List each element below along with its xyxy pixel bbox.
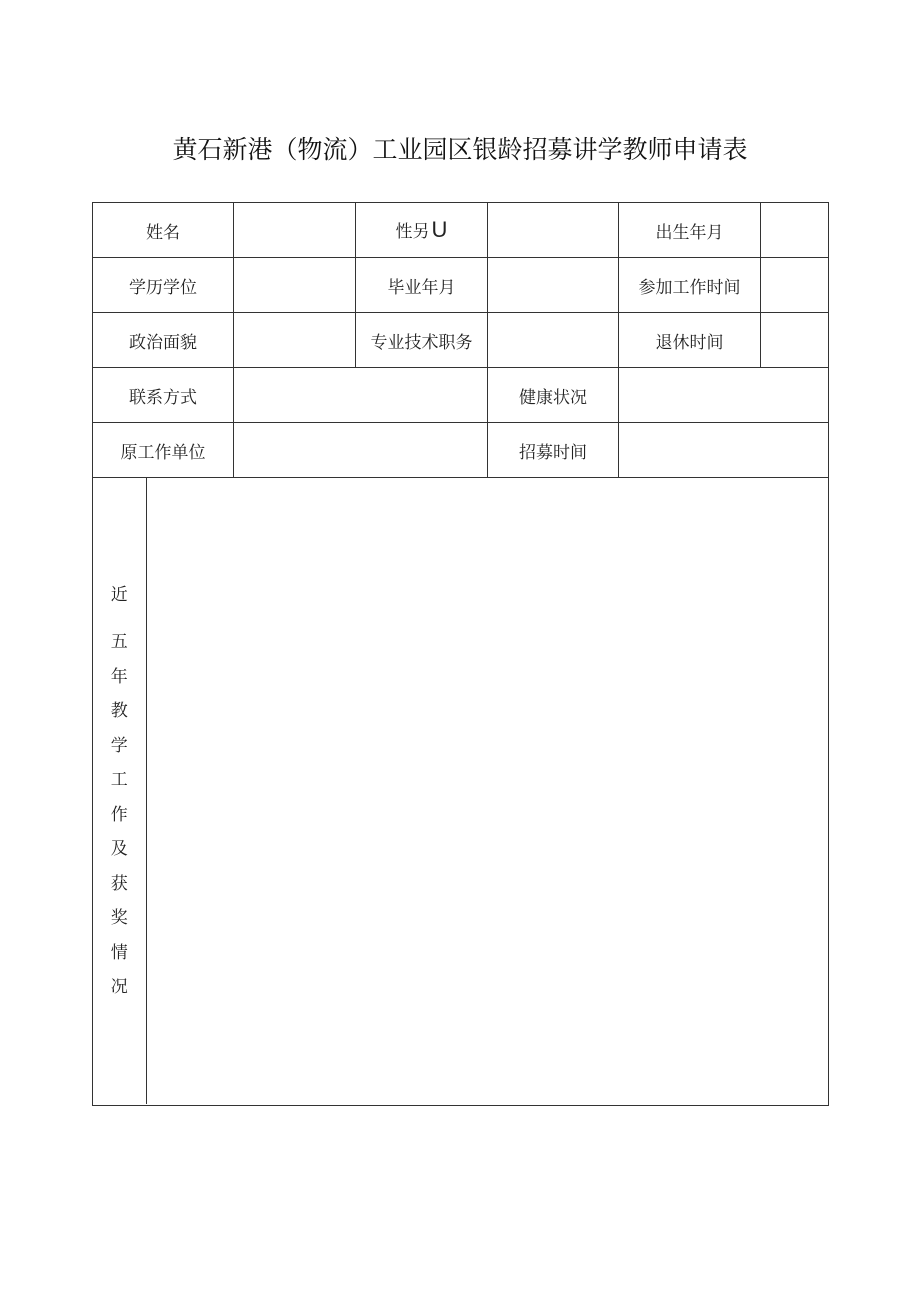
- work-start-field[interactable]: [761, 258, 829, 313]
- teaching-awards-label-char: 学: [110, 735, 128, 756]
- recruit-time-label: 招募时间: [488, 423, 619, 478]
- teaching-awards-label-char: 情: [110, 942, 128, 963]
- title-rank-label: 专业技术职务: [356, 313, 488, 368]
- form-row-political: [93, 313, 829, 368]
- teaching-awards-label-char: 及: [110, 839, 128, 859]
- page-title: 黄石新港（物流）工业园区银龄招募讲学教师申请表: [172, 135, 748, 164]
- title-rank-field[interactable]: [488, 313, 619, 368]
- former-unit-field[interactable]: [234, 423, 488, 478]
- birth-field[interactable]: [761, 203, 829, 258]
- former-unit-label: 原工作单位: [93, 423, 234, 478]
- teaching-awards-label-char: 工: [110, 770, 128, 790]
- teaching-awards-label-char: 年: [110, 666, 128, 687]
- form-row-contact: [93, 368, 829, 423]
- health-field[interactable]: [619, 368, 829, 423]
- teaching-awards-label: [93, 478, 146, 1104]
- form-row-basic-info: [93, 203, 829, 258]
- recruit-time-field[interactable]: [619, 423, 829, 478]
- form-row-unit: [93, 423, 829, 478]
- teaching-awards-label-char: 近: [110, 584, 128, 605]
- gender-label-mark: U: [431, 217, 448, 242]
- teaching-awards-label-char: 获: [110, 873, 128, 894]
- form-row-education: [93, 258, 829, 313]
- teaching-awards-label-char: 况: [110, 977, 128, 997]
- teaching-awards-label-char: 五: [110, 632, 128, 652]
- gender-label: 性另U: [356, 203, 488, 258]
- retire-field[interactable]: [761, 313, 829, 368]
- name-label: 姓名: [93, 203, 234, 258]
- teaching-awards-field[interactable]: [146, 478, 828, 1104]
- health-label: 健康状况: [488, 368, 619, 423]
- teaching-awards-label-chars: [93, 578, 146, 1005]
- teaching-awards-label-char: 教: [110, 701, 128, 721]
- form-row-teaching-awards: [93, 478, 829, 1106]
- graduation-label: 毕业年月: [356, 258, 488, 313]
- work-start-label: 参加工作时间: [619, 258, 761, 313]
- graduation-field[interactable]: [488, 258, 619, 313]
- name-field[interactable]: [234, 203, 356, 258]
- contact-field[interactable]: [234, 368, 488, 423]
- teaching-awards-label-char: 作: [110, 804, 128, 825]
- teaching-awards-label-char: 奖: [110, 908, 128, 928]
- political-field[interactable]: [234, 313, 356, 368]
- retire-label: 退休时间: [619, 313, 761, 368]
- gender-field[interactable]: [488, 203, 619, 258]
- contact-label: 联系方式: [93, 368, 234, 423]
- birth-label: 出生年月: [619, 203, 761, 258]
- political-label: 政治面貌: [93, 313, 234, 368]
- teaching-awards-cell: [93, 478, 829, 1106]
- application-form-table: [92, 202, 829, 1106]
- education-field[interactable]: [234, 258, 356, 313]
- teaching-awards-inner: [93, 478, 828, 1104]
- education-label: 学历学位: [93, 258, 234, 313]
